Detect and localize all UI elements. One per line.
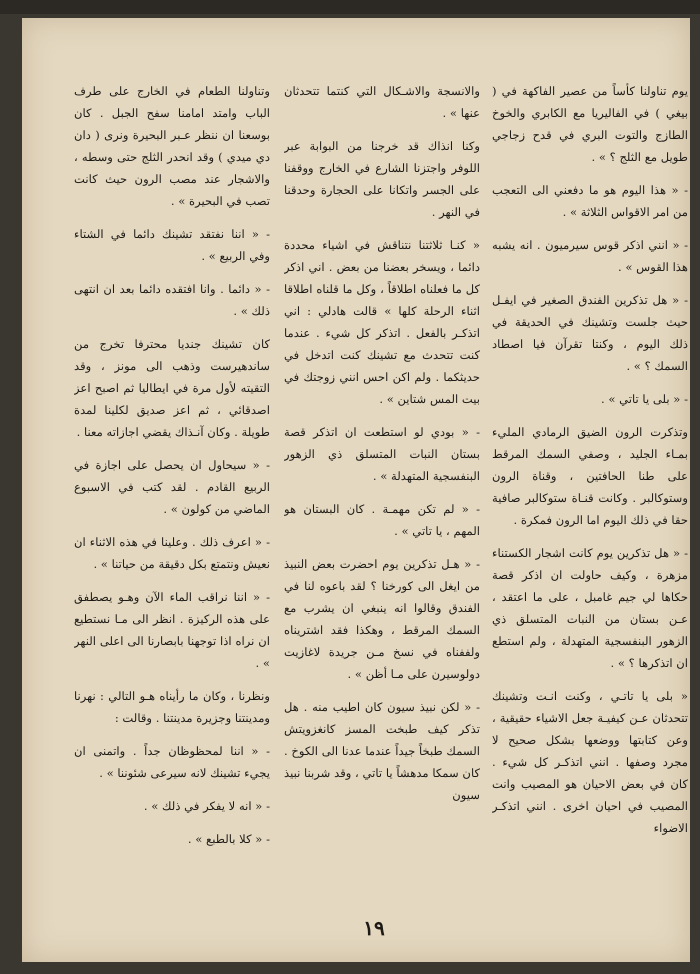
paragraph: - « كلا بالطبع » . bbox=[187, 832, 270, 846]
text-column-right bbox=[492, 80, 688, 910]
text-column-middle bbox=[284, 80, 480, 910]
paragraph: - « اننا نفتقد تشينك دائما في الشتاء وفي الربيع » . bbox=[74, 227, 270, 263]
paragraph: - « انني اذكر قوس سيرميون . انه يشبه هذا القوس » . bbox=[492, 238, 688, 274]
paragraph: - « اننا نراقب الماء الآن وهـو يصطفق على هذه الركيزة . انظر الى مـا نستطيع ان نراه اذا توجهنا بابصارنا الى اعلى النهر » . bbox=[74, 590, 270, 670]
text-column-left bbox=[74, 80, 270, 910]
paragraph: وكنا انذاك قد خرجنا من البوابة عبر اللوفر واجتزنا الشارع في الخارج ووقفنا على الجسر واتكانا على الحجارة وحدقنا في النهر . bbox=[284, 139, 480, 219]
paragraph: ونظرنا ، وكان ما رأيناه هـو التالي : نهرنا ومدينتنا وجزيرة مدينتنا . وقالت : bbox=[74, 689, 270, 725]
scan-shadow bbox=[0, 0, 700, 14]
paragraph: « بلى يا تاتـي ، وكنت انـت وتشينك تتحدثان عـن كيفيـة جعل الاشياء حقيقية ، وعن كتابتها ووضعها بشكل صحيح لا مجرد وصفها . انني اتذكـر كل شيء . كان في بعض الاحيان هو المصيب وانت المصيب في احيان اخرى . انني اتذكـر الاضواء bbox=[492, 689, 688, 835]
paragraph: - « اعرف ذلك . وعلينا في هذه الاثناء ان نعيش ونتمتع بكل دقيقة من حياتنا » . bbox=[74, 535, 270, 571]
paragraph: - « سيحاول ان يحصل على اجازة في الربيع القادم . لقد كتب في الاسبوع الماضي من كولون » . bbox=[74, 458, 270, 516]
paragraph: - « دائما . وانا افتقده دائما بعد ان انتهى ذلك » . bbox=[74, 282, 270, 318]
paragraph: يوم تناولنا كأساً من عصير الفاكهة في ( بيغي ) في الفاليريا مع الكابري والخوخ الطازج والتوت البري في قدح زجاجي طويل مع الثلج ؟ » . bbox=[492, 84, 688, 164]
paragraph: وتناولنا الطعام في الخارج على طرف الباب وامتد امامنا سفح الجبل . كان بوسعنا ان ننظر عـبر البحيرة ونرى ( دان دي ميدي ) وقد انحدر الثلج حتى وسطه ، والاشجار عند مصب الرون حيث كانت تصب في البحيرة » . bbox=[74, 84, 270, 208]
book-page bbox=[22, 18, 690, 962]
paragraph: - « هـل تذكرين يوم احضرت بعض النبيذ من ايغل الى كورخنا ؟ لقد باعوه لنا في الفندق وقالوا انه ينبغي ان يشرب مع السمك المرقط ، وهكذا فقد اشتريناه ولففناه في نسخ مـن جريدة لاغازيت دولوسيرن على مـا أظن » . bbox=[284, 557, 480, 681]
paragraph: والانسجة والاشـكال التي كنتما تتحدثان عنها » . bbox=[284, 84, 480, 120]
page-number: ١٩ bbox=[363, 916, 385, 940]
paragraph: - « اننا لمحظوظان جداً . واتمنى ان يجيء تشينك لانه سيرعى شئوننا » . bbox=[74, 744, 270, 780]
paragraph: - « هل تذكرين يوم كانت اشجار الكستناء مزهرة ، وكيف حاولت ان اذكر قصة حكاها لي جيم غامبل ، على ما اعتقد ، عـن بستان من النبات المتسلق ذي الزهور البنفسجية المتهدلة ، ولم استطع ان اتذكرها ؟ » . bbox=[492, 546, 688, 670]
paragraph: - « انه لا يفكر في ذلك » . bbox=[143, 799, 270, 813]
paragraph: - « هذا اليوم هو ما دفعني الى التعجب من امر الاقواس الثلاثة » . bbox=[492, 183, 688, 219]
paragraph: « كنـا ثلاثتنا نتناقش في اشياء محددة دائما ، ويسخر بعضنا من بعض . اني اذكر كل ما فعلناه اطلاقاً ، وكل ما قلناه اطلاقا اثناء الرحلة كلها » قالت هادلي : اني اتذكـر بالفعل . اتذكر كل شيء . عندما كنت تتحدث مع تشينك كنت اتدخل في حديثكما . ولم اكن احس انني زوجتك في بيت المس شتاين » . bbox=[284, 238, 480, 406]
paragraph: - « لم تكن مهمـة . كان البستان هو المهم ، يا تاتي » . bbox=[284, 502, 480, 538]
paragraph: وتذكرت الرون الضيق الرمادي المليء بمـاء الجليد ، وصفي السمك المرقط على طنا الحافتين ، وقناة الرون وستوكالبر . وكانت قنـاة ستوكالبر صافية حقا في ذلك اليوم اما الرون فمكرة . bbox=[492, 425, 688, 527]
paragraph: - « هل تذكرين الفندق الصغير في ايفـل حيث جلست وتشينك في الحديقة في ذلك اليوم ، وكنتا تقرآن فيا اصطاد السمك ؟ » . bbox=[492, 293, 688, 373]
paragraph: - « بلى يا تاتي » . bbox=[600, 392, 688, 406]
paragraph: - « لكن نبيذ سيون كان اطيب منه . هل تذكر كيف طبخت المسز كانغزويتش السمك طبخاً جيداً عندما عدنا الى الكوخ . كان سمكا مدهشاً يا تاتي ، وقد شربنا نبيذ سيون bbox=[284, 700, 480, 802]
paragraph: - « بودي لو استطعت ان اتذكر قصة بستان النبات المتسلق ذي الزهور البنفسجية المتهدلة » . bbox=[284, 425, 480, 483]
paragraph: كان تشينك جنديا محترفا تخرج من ساندهيرست وذهب الى مونز ، وقد التقيته لأول مرة في ايطاليا ثم اصبح اعز اصدقائي ، ثم اعز صديق لكلينا لمدة طويلة . وكان آنـذاك يقضي اجازاته معنا . bbox=[74, 337, 270, 439]
